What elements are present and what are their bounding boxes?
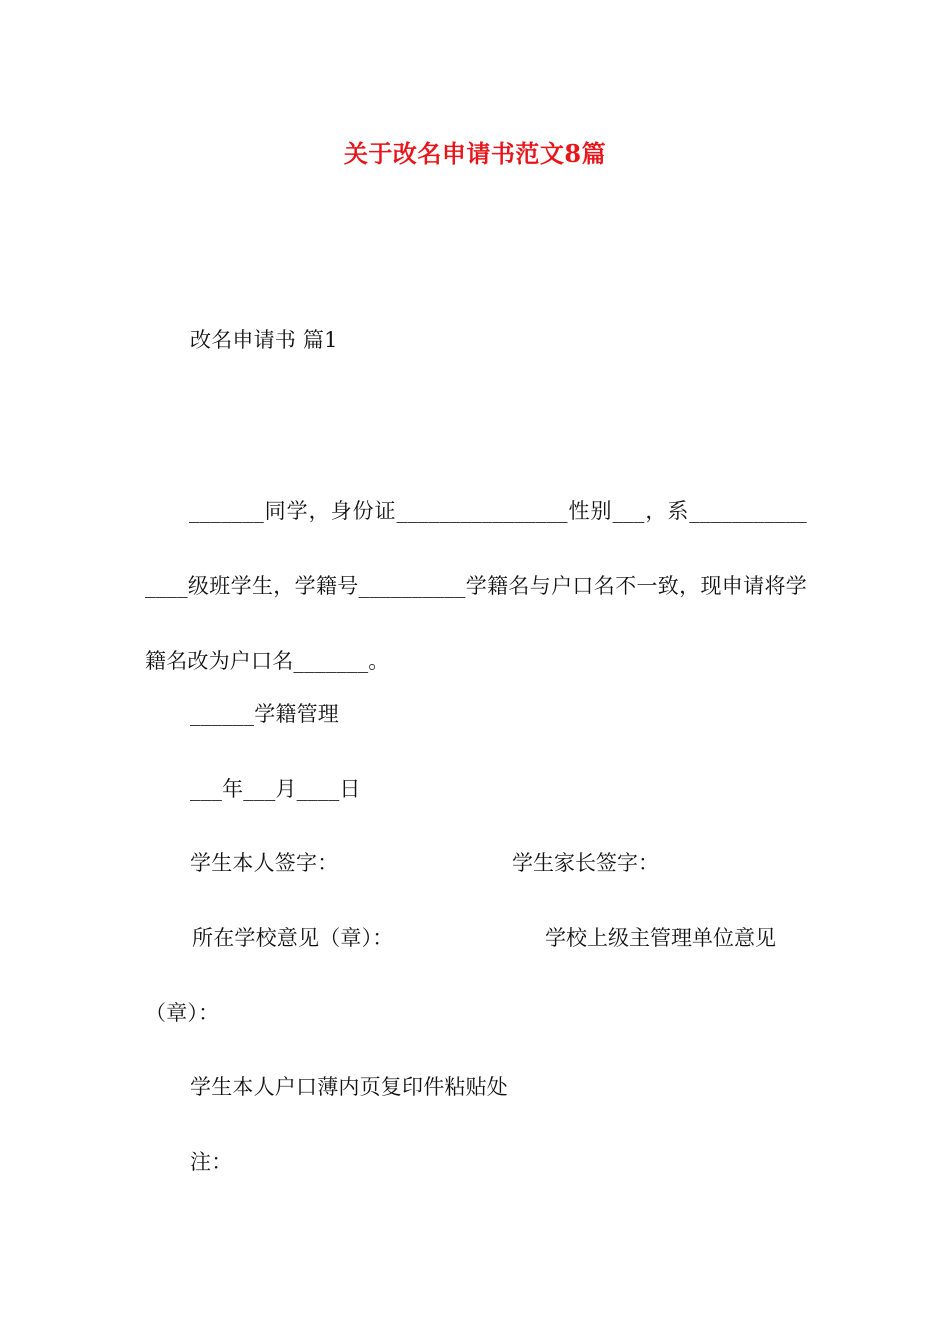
- school-opinion-label: 所在学校意见（章）：: [192, 926, 394, 950]
- superior-opinion-seal: （章）：: [145, 1001, 220, 1025]
- date-line: ___年___月____日: [190, 777, 361, 801]
- section-heading: 改名申请书 篇1: [190, 328, 338, 352]
- note-label: 注：: [190, 1150, 233, 1174]
- student-signature-label: 学生本人签字：: [190, 851, 339, 875]
- school-admin-line: ______学籍管理: [190, 702, 339, 726]
- copy-paste-area-label: 学生本人户口薄内页复印件粘贴处: [190, 1075, 508, 1099]
- superior-opinion-label: 学校上级主管理单位意见: [545, 926, 776, 950]
- application-paragraph: _______同学，身份证________________性别___，系_______________级班学生，学籍号__________学籍名与户口名不一致，现申请将学籍名改为户口名_______。: [145, 499, 807, 673]
- parent-signature-label: 学生家长签字：: [512, 851, 659, 875]
- document-title: 关于改名申请书范文8篇: [343, 139, 607, 168]
